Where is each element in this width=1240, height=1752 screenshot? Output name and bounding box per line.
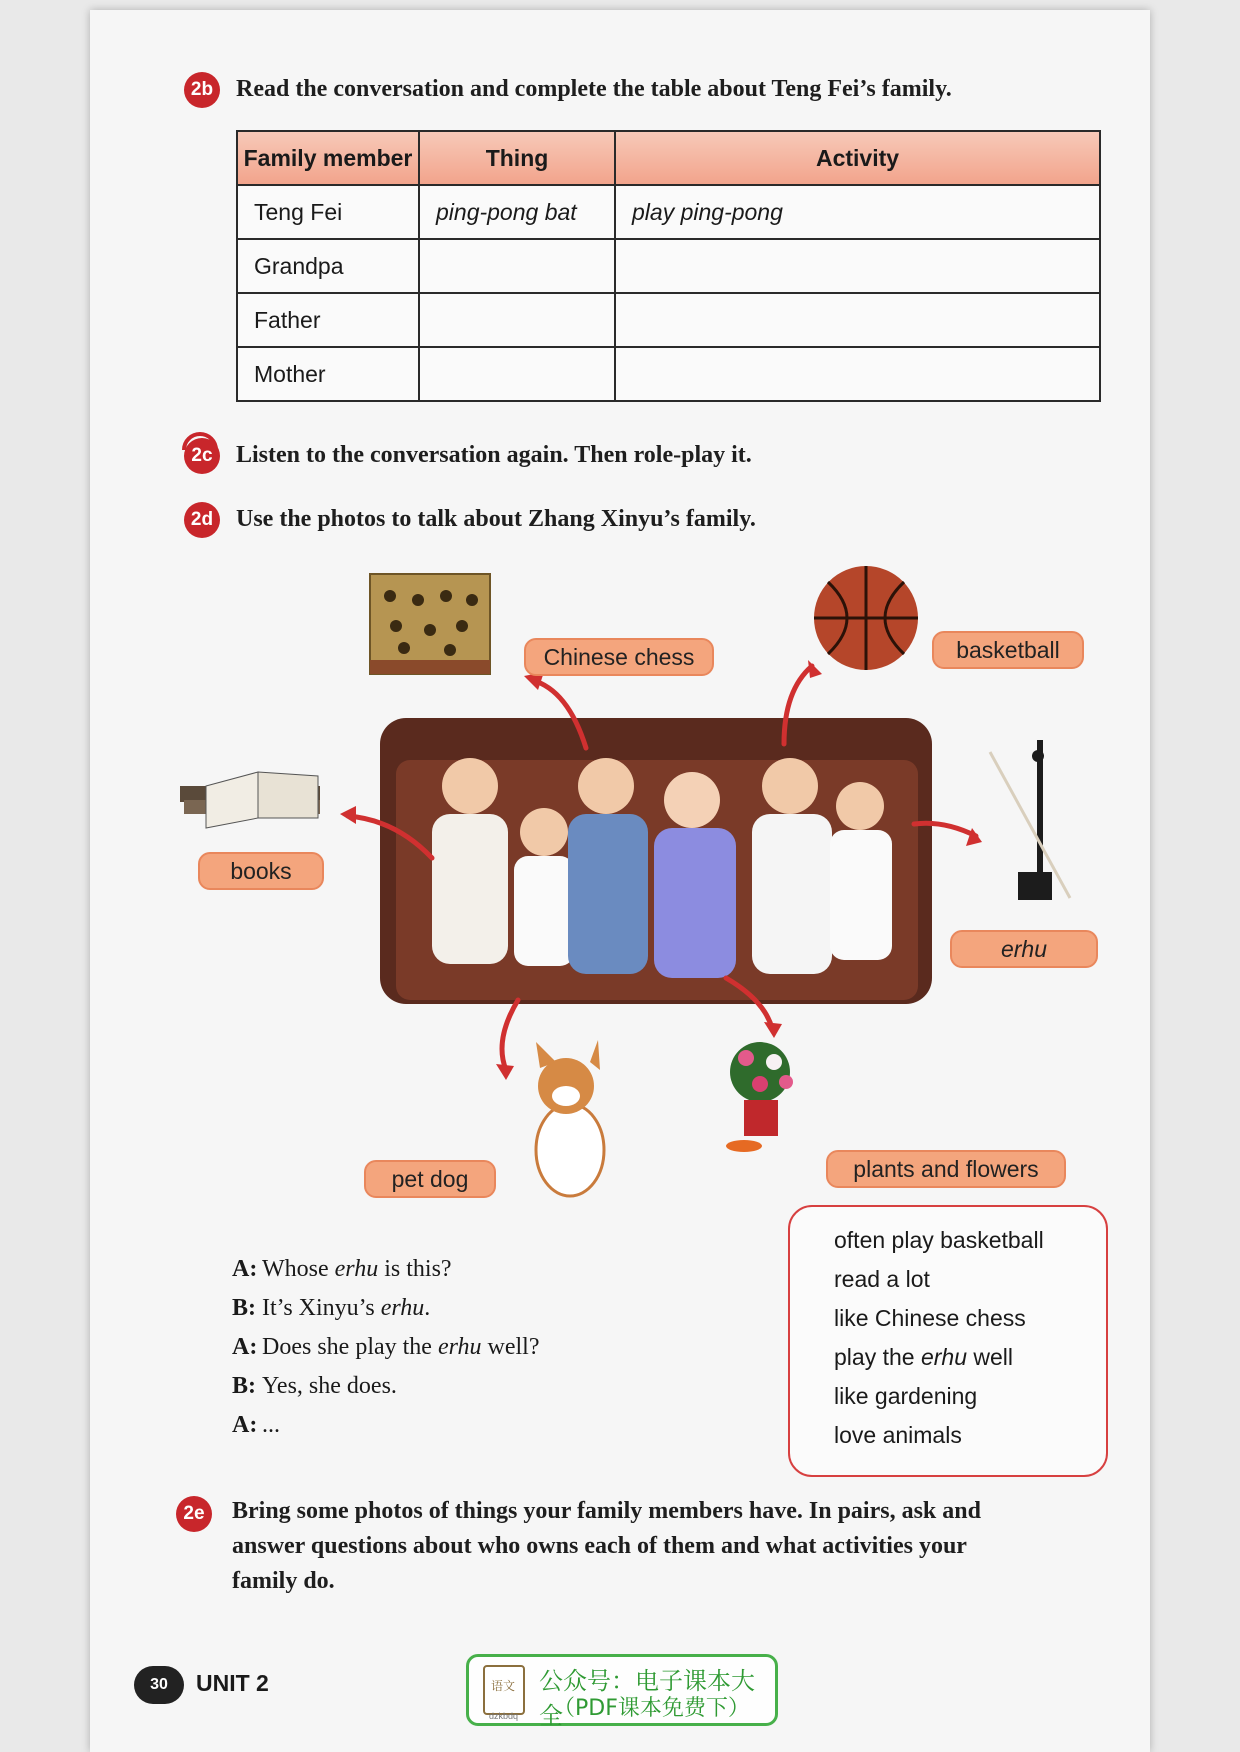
label-plants-and-flowers: plants and flowers — [826, 1150, 1066, 1188]
section-2e-line: Bring some photos of things your family members have. In pairs, ask and — [232, 1498, 981, 1524]
section-2b-badge: 2b — [184, 72, 220, 108]
label-basketball: basketball — [932, 631, 1084, 669]
phrase-text: well — [967, 1344, 1014, 1370]
label-books: books — [198, 852, 324, 890]
label-erhu: erhu — [950, 930, 1098, 968]
phrase-item: like Chinese chess — [834, 1305, 1026, 1331]
table-header: Activity — [615, 131, 1100, 185]
table-cell-activity: play ping-pong — [615, 185, 1100, 239]
section-2c-instruction: Listen to the conversation again. Then role-play it. — [236, 442, 752, 468]
table-cell-thing: ping-pong bat — [419, 185, 615, 239]
dialogue-italic: erhu — [437, 1334, 482, 1360]
watermark-line1: 公众号：电子课本大全 — [539, 1667, 755, 1730]
section-2b-instruction: Read the conversation and complete the table about Teng Fei’s family. — [236, 76, 952, 102]
dialogue-text: It’s Xinyu’s — [262, 1295, 381, 1321]
dialogue-text: Does she play the — [262, 1334, 438, 1360]
label-chinese-chess: Chinese chess — [524, 638, 714, 676]
book-icon — [483, 1665, 525, 1715]
chinese-chess-board-icon — [370, 574, 490, 674]
dialogue-line — [232, 1289, 540, 1328]
section-2e-line: family do. — [232, 1568, 335, 1594]
dialogue-text: . — [424, 1295, 431, 1321]
phrase-item: love animals — [834, 1422, 962, 1448]
family-photo — [380, 718, 932, 1004]
phrase-item: often play basketball — [834, 1227, 1044, 1253]
speaker-label: B: — [232, 1373, 256, 1399]
erhu-icon — [990, 740, 1070, 900]
page-number: 30 — [134, 1666, 184, 1704]
watermark-icon-sub: dzkbdq — [489, 1711, 519, 1721]
table-cell-member: Grandpa — [237, 239, 419, 293]
table-cell-member: Father — [237, 293, 419, 347]
phrase-item — [834, 1344, 1013, 1371]
table-cell-member: Teng Fei — [237, 185, 419, 239]
dialogue-line — [232, 1328, 540, 1367]
books-icon — [180, 772, 320, 828]
phrase-item: like gardening — [834, 1383, 978, 1409]
speaker-label: B: — [232, 1295, 256, 1321]
dialogue-line — [232, 1250, 540, 1289]
dialogue-line — [232, 1406, 540, 1445]
phrase-italic: erhu — [920, 1344, 967, 1370]
speaker-label: A: — [232, 1334, 258, 1360]
unit-label: UNIT 2 — [196, 1670, 269, 1696]
section-2e-line: answer questions about who owns each of them and what activities your — [232, 1533, 967, 1559]
dialogue-italic: erhu — [380, 1295, 425, 1321]
section-2c-badge: 2c — [184, 438, 220, 474]
phrase-text: play the — [834, 1344, 921, 1370]
section-2d-instruction: Use the photos to talk about Zhang Xinyu’s family. — [236, 506, 756, 532]
speaker-label: A: — [232, 1412, 258, 1438]
label-pet-dog: pet dog — [364, 1160, 496, 1198]
dialogue-text: ... — [262, 1412, 280, 1438]
dialogue-text: Yes, she does. — [262, 1373, 397, 1399]
dialogue-italic: erhu — [334, 1256, 379, 1282]
example-dialogue — [232, 1250, 540, 1445]
dialogue-line — [232, 1367, 540, 1406]
watermark-icon-text: 语文 — [491, 1679, 516, 1693]
watermark — [466, 1654, 778, 1730]
phrase-box — [788, 1205, 1108, 1477]
table-header: Thing — [419, 131, 615, 185]
plants-and-flowers-icon — [726, 1042, 793, 1152]
section-2e-badge: 2e — [176, 1496, 212, 1532]
basketball-icon — [814, 566, 918, 670]
phrase-item: read a lot — [834, 1266, 930, 1292]
dialogue-text: well? — [481, 1334, 540, 1360]
speaker-label: A: — [232, 1256, 258, 1282]
pet-dog-icon — [536, 1040, 604, 1196]
arrow-to-dog — [502, 1000, 518, 1070]
table-header: Family member — [237, 131, 419, 185]
dialogue-text: is this? — [378, 1256, 452, 1282]
watermark-line2: （PDF课本免费下） — [553, 1696, 750, 1721]
dialogue-text: Whose — [262, 1256, 335, 1282]
table-cell-member: Mother — [237, 347, 419, 401]
section-2d-badge: 2d — [184, 502, 220, 538]
